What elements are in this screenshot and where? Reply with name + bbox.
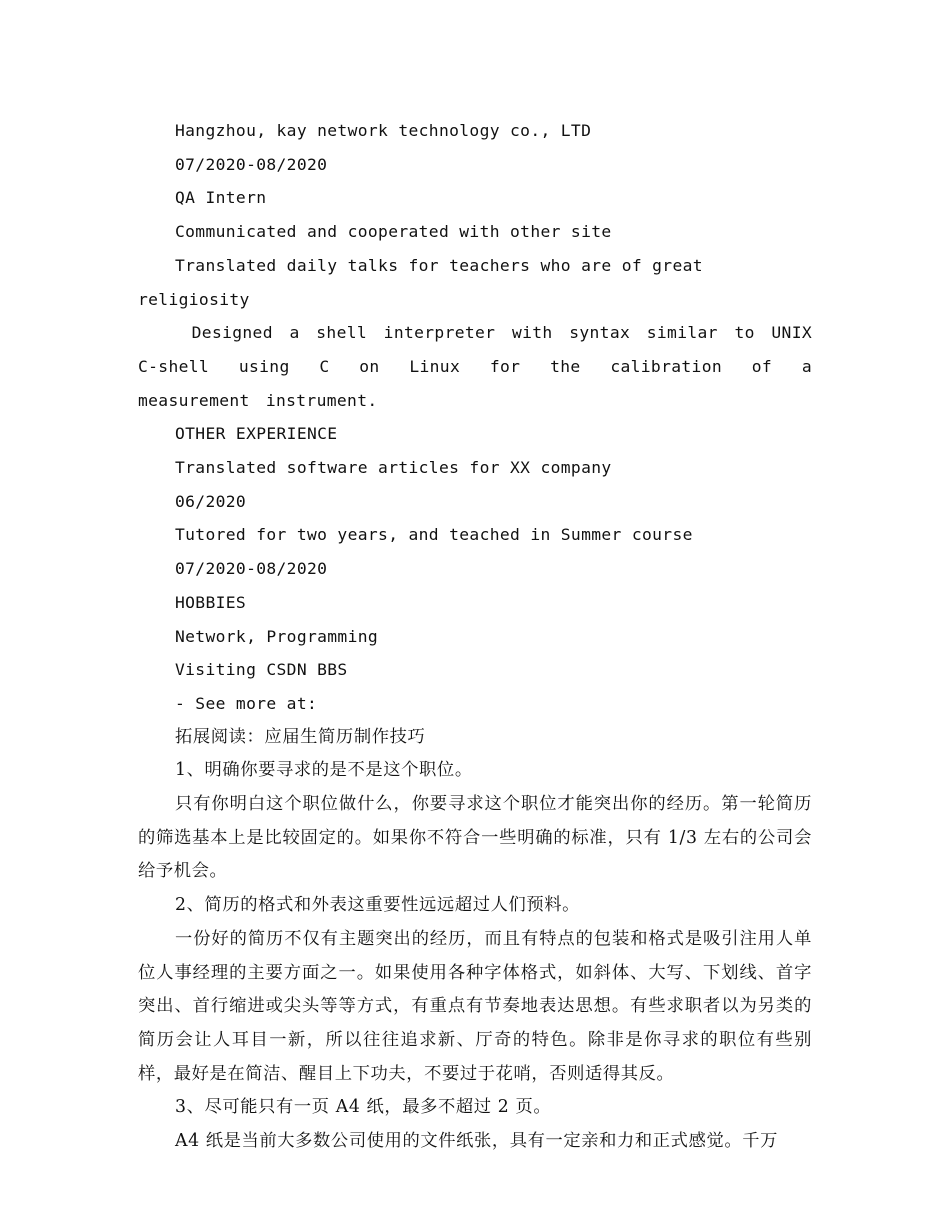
section-heading-other-experience: OTHER EXPERIENCE bbox=[175, 424, 338, 444]
date-range: 07/2020-08/2020 bbox=[175, 154, 328, 174]
tip-body: 一份好的简历不仅有主题突出的经历，而且有特点的包装和格式是吸引注用人单位人事经理的主要方面之一。如果使用各种字体格式，如斜体、大写、下划线、首字突出、首行缩进或尖头等等方式，有重点有节奏地表达思想。有些求职者以为另类的简历会让人耳目一新，所以往往追求新、厅奇的特色。除非是你寻求的职位有些别样，最好是在简洁、醒目上下功夫，不要过于花哨，否则适得其反。 bbox=[138, 928, 812, 1084]
tip-heading: 1、明确你要寻求的是不是这个职位。 bbox=[175, 760, 473, 781]
tip-heading: 2、简历的格式和外表这重要性远远超过人们预料。 bbox=[175, 895, 580, 916]
company-line: Hangzhou, kay network technology co., LTD bbox=[175, 121, 592, 140]
see-more-line: - See more at: bbox=[175, 693, 318, 713]
duty-item: Translated daily talks for teachers who are of great religiosity bbox=[138, 255, 714, 309]
tip-body: 只有你明白这个职位做什么，你要寻求这个职位才能突出你的经历。第一轮简历的筛选基本上是比较固定的。如果你不符合一些明确的标准，只有 1/3 左右的公司会给予机会。 bbox=[138, 794, 812, 882]
tip-heading: 3、尽可能只有一页 A4 纸，最多不超过 2 页。 bbox=[175, 1097, 552, 1118]
date-range: 07/2020-08/2020 bbox=[175, 559, 328, 579]
hobby-item: Visiting CSDN BBS bbox=[175, 660, 348, 680]
hobby-item: Network, Programming bbox=[175, 626, 379, 646]
duty-item: Designed a shell interpreter with syntax similar to UNIX C-shell using C on Linux for the calibration of a measurement instrument. bbox=[138, 323, 829, 410]
duty-item: Communicated and cooperated with other site bbox=[175, 222, 612, 242]
extended-reading-heading: 拓展阅读：应届生简历制作技巧 bbox=[175, 726, 426, 747]
date-range: 06/2020 bbox=[175, 491, 247, 511]
document-body bbox=[138, 114, 829, 1159]
tip-body: A4 纸是当前大多数公司使用的文件纸张，具有一定亲和力和正式感觉。千万 bbox=[175, 1131, 778, 1152]
section-heading-hobbies: HOBBIES bbox=[175, 592, 247, 612]
job-title: QA Intern bbox=[175, 188, 267, 208]
experience-item: Tutored for two years, and teached in Summer course bbox=[175, 525, 693, 545]
experience-item: Translated software articles for XX company bbox=[175, 458, 612, 478]
